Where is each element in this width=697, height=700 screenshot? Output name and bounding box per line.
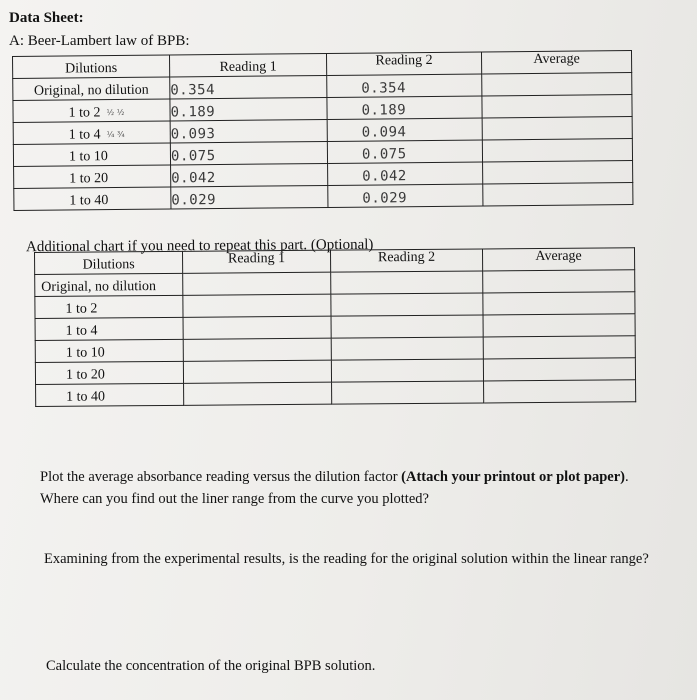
data-table-optional [34,247,636,407]
reading-2-cell: 0.075 [327,140,482,163]
reading-1-cell [183,338,331,361]
reading-2-cell [331,337,483,360]
question-linear-range: Examining from the experimental results, is the reading for the original solution within the linear range? [44,551,649,567]
data-table-primary [12,50,633,211]
reading-1-cell: 0.093 [170,119,327,143]
average-cell [483,314,635,337]
question-text: Plot the average absorbance reading versus the dilution factor [40,469,402,485]
header-average: Average [482,248,634,271]
reading-2-cell [331,359,483,382]
header-reading-1: Reading 1 [169,53,326,77]
reading-1-cell [183,294,331,317]
dilution-cell: 1 to 2 [35,295,183,318]
question-text: . Where can you find out the liner range from the curve you plotted? [40,469,629,507]
reading-1-cell: 0.354 [170,75,327,99]
dilution-cell: 1 to 4 [35,317,183,340]
reading-1-cell [183,360,331,383]
average-cell [482,95,632,118]
reading-1-cell [183,272,331,295]
dilution-cell: Original, no dilution [35,273,183,296]
reading-1-cell: 0.042 [171,163,328,187]
average-cell [484,380,636,403]
question-bold-text: (Attach your printout or plot paper) [401,469,625,485]
reading-2-cell: 0.042 [328,162,483,185]
average-cell [482,139,632,162]
reading-1-cell [184,382,332,405]
reading-2-cell: 0.029 [328,184,483,207]
header-dilutions: Dilutions [35,251,183,274]
dilution-cell: 1 to 10 [35,339,183,362]
reading-2-cell: 0.354 [327,74,482,97]
dilution-cell: 1 to 10 [13,143,170,167]
dilution-cell: 1 to 40 [14,187,171,211]
reading-2-cell [331,293,483,316]
handwritten-fraction-note: ½ ½ [106,107,125,117]
question-plot [40,466,660,510]
section-title: A: Beer-Lambert law of BPB: [9,33,190,49]
reading-1-cell: 0.029 [171,185,328,209]
dilution-cell [13,99,170,123]
dilution-cell: 1 to 40 [36,383,184,406]
dilution-label: 1 to 4 [68,127,101,143]
reading-2-cell [332,381,484,404]
question-concentration: Calculate the concentration of the original BPB solution. [46,658,376,674]
average-cell [482,73,632,96]
header-reading-2: Reading 2 [330,249,482,272]
header-reading-1: Reading 1 [182,250,330,273]
average-cell [483,183,633,206]
handwritten-fraction-note: ¼ ¾ [106,129,125,139]
average-cell [483,161,633,184]
page-title: Data Sheet: [9,10,84,26]
reading-1-cell: 0.075 [170,141,327,165]
reading-2-cell: 0.189 [327,96,482,119]
reading-2-cell [331,315,483,338]
dilution-cell: 1 to 20 [35,361,183,384]
table-row [36,380,636,407]
reading-2-cell [331,271,483,294]
reading-1-cell [183,316,331,339]
header-dilutions: Dilutions [13,55,170,79]
reading-1-cell: 0.189 [170,97,327,121]
dilution-cell: 1 to 20 [14,165,171,189]
average-cell [482,117,632,140]
average-cell [483,358,635,381]
average-cell [483,292,635,315]
dilution-label: 1 to 2 [68,105,101,121]
average-cell [483,270,635,293]
average-cell [483,336,635,359]
header-average: Average [481,51,631,74]
header-reading-2: Reading 2 [326,52,481,75]
dilution-cell [13,121,170,145]
additional-chart-label: Additional chart if you need to repeat this part. (Optional) [25,236,374,256]
reading-2-cell: 0.094 [327,118,482,141]
dilution-cell: Original, no dilution [13,77,170,101]
